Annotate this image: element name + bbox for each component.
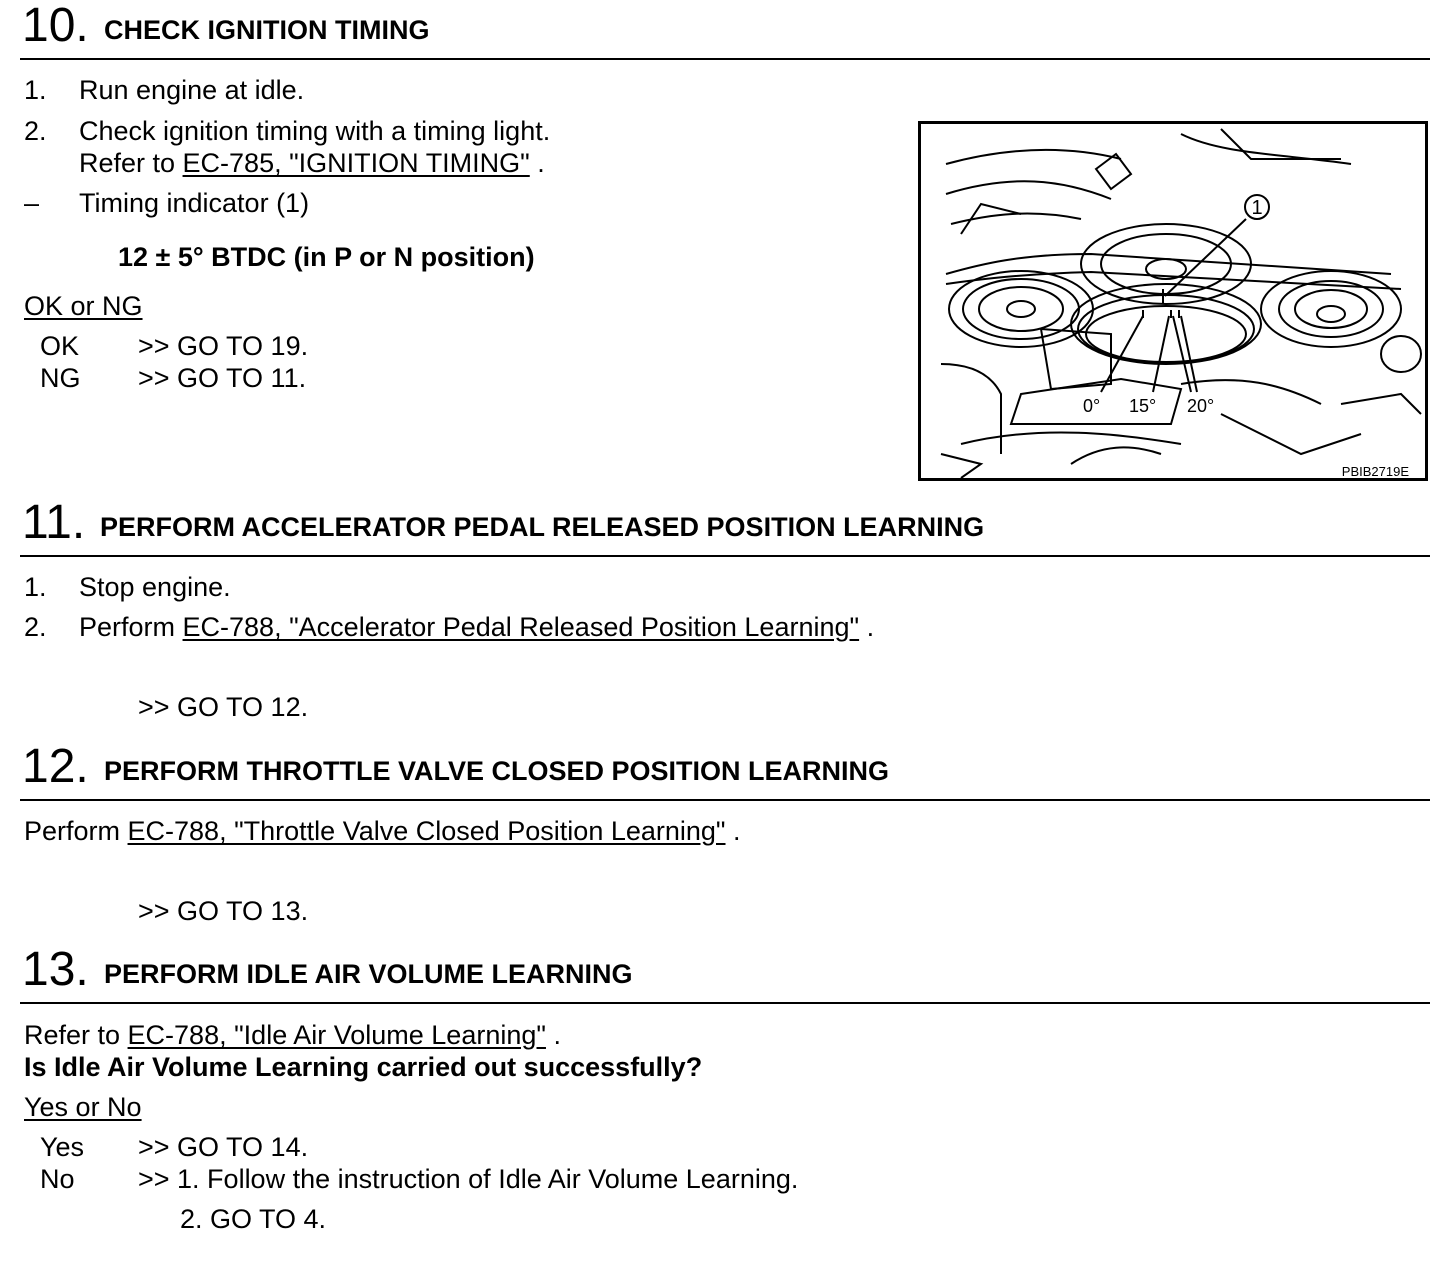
- result-no-key: No: [40, 1164, 75, 1194]
- result-ok-action: >> GO TO 19.: [138, 331, 309, 361]
- step-12-title: PERFORM THROTTLE VALVE CLOSED POSITION LEARNING: [104, 756, 890, 786]
- result-ng-action: >> GO TO 11.: [138, 363, 307, 393]
- ok-or-ng-label: OK or NG: [24, 291, 143, 321]
- ignition-timing-spec: 12 ± 5° BTDC (in P or N position): [118, 242, 535, 272]
- step-11-item-2-marker: 2.: [24, 612, 47, 642]
- perform-prefix: Perform: [79, 612, 183, 642]
- timing-mark-20: 20°: [1187, 396, 1215, 416]
- step-10-number: 10.: [22, 0, 89, 52]
- step-11-item-1-text: Stop engine.: [79, 572, 231, 602]
- step-10-refer-line: [79, 147, 545, 179]
- timing-mark-15: 15°: [1129, 396, 1157, 416]
- idle-air-volume-learning-link[interactable]: EC-788, "Idle Air Volume Learning": [127, 1020, 546, 1050]
- figure-code: PBIB2719E: [1341, 464, 1409, 478]
- step-13-question: Is Idle Air Volume Learning carried out successfully?: [24, 1052, 703, 1082]
- callout-label: 1: [1251, 197, 1263, 219]
- result-yes-action: >> GO TO 14.: [138, 1132, 309, 1162]
- refer-prefix: Refer to: [79, 148, 183, 178]
- step-13-refer-line: [24, 1019, 561, 1051]
- section-divider: [20, 799, 1430, 801]
- step-12-goto: >> GO TO 13.: [138, 896, 309, 926]
- step-13-number: 13.: [22, 943, 89, 996]
- step-10-title: CHECK IGNITION TIMING: [104, 15, 430, 45]
- result-ok-key: OK: [40, 331, 80, 361]
- perform-suffix: .: [725, 816, 741, 846]
- step-11-item-2-line: [79, 611, 874, 643]
- step-11-item-1-marker: 1.: [24, 572, 47, 602]
- step-12-line: [24, 815, 741, 847]
- throttle-valve-learning-link[interactable]: EC-788, "Throttle Valve Closed Position Learning": [127, 816, 726, 846]
- result-yes-key: Yes: [40, 1132, 85, 1162]
- perform-prefix: Perform: [24, 816, 128, 846]
- step-10-item-1-text: Run engine at idle.: [79, 75, 305, 105]
- refer-prefix: Refer to: [24, 1020, 128, 1050]
- refer-suffix: .: [545, 1020, 561, 1050]
- step-13-title: PERFORM IDLE AIR VOLUME LEARNING: [104, 959, 633, 989]
- step-11-title: PERFORM ACCELERATOR PEDAL RELEASED POSITION LEARNING: [100, 512, 985, 542]
- timing-indicator-figure: [918, 121, 1428, 481]
- result-no-continuation: 2. GO TO 4.: [180, 1204, 327, 1234]
- step-10-item-2-marker: 2.: [24, 116, 47, 146]
- result-no-action: >> 1. Follow the instruction of Idle Air Volume Learning.: [138, 1164, 799, 1194]
- timing-mark-0: 0°: [1083, 396, 1101, 416]
- step-11-goto: >> GO TO 12.: [138, 692, 309, 722]
- step-10-item-1-marker: 1.: [24, 75, 47, 105]
- step-10-item-3-marker: –: [24, 188, 40, 218]
- section-divider: [20, 555, 1430, 557]
- step-10-item-2-text: Check ignition timing with a timing light.: [79, 116, 551, 146]
- yes-or-no-label: Yes or No: [24, 1092, 142, 1122]
- step-11-number: 11.: [22, 496, 86, 549]
- refer-suffix: .: [529, 148, 545, 178]
- perform-suffix: .: [859, 612, 875, 642]
- engine-pulley-illustration: [921, 124, 1425, 478]
- section-divider: [20, 58, 1430, 60]
- step-10-item-3-text: Timing indicator (1): [79, 188, 310, 218]
- accelerator-pedal-learning-link[interactable]: EC-788, "Accelerator Pedal Released Position Learning": [182, 612, 860, 642]
- step-12-number: 12.: [22, 740, 89, 793]
- section-divider: [20, 1002, 1430, 1004]
- result-ng-key: NG: [40, 363, 81, 393]
- ignition-timing-link[interactable]: EC-785, "IGNITION TIMING": [182, 148, 530, 178]
